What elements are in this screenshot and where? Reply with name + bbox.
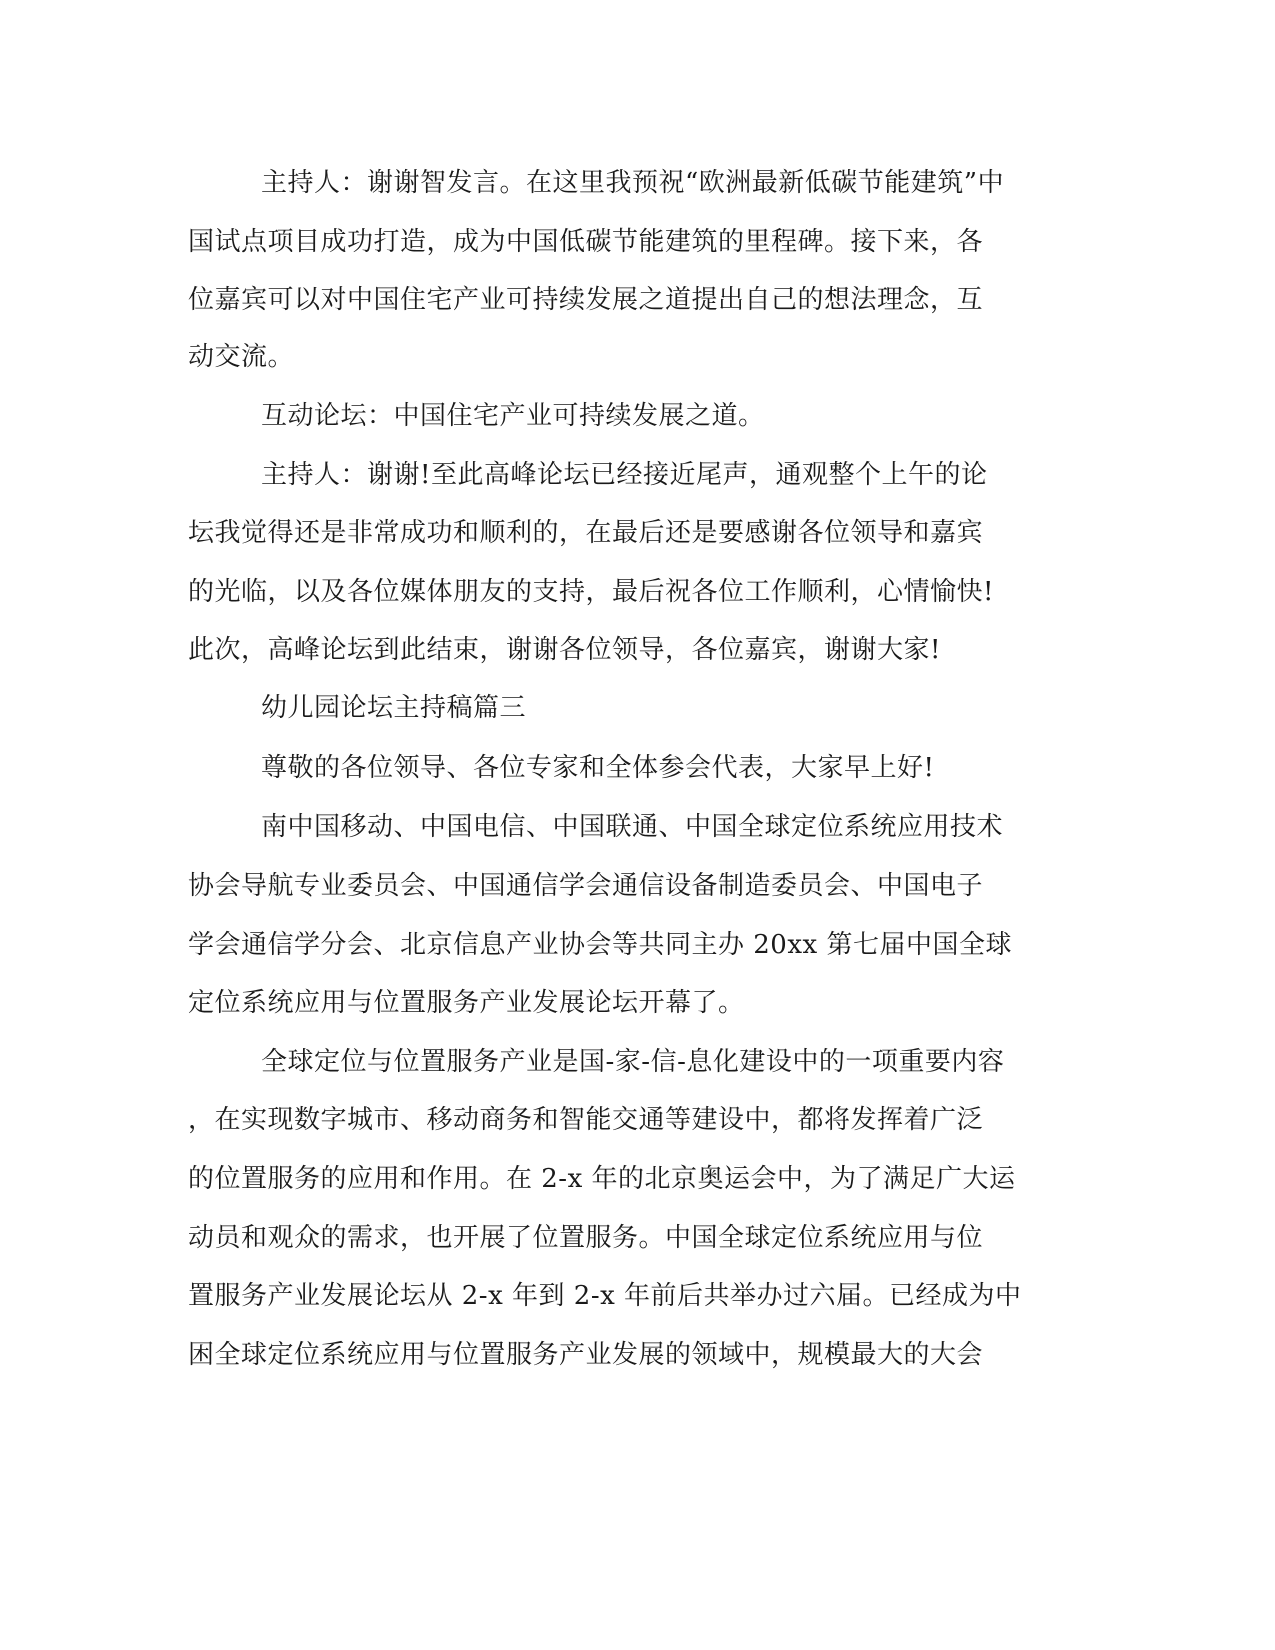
text-line: 定位系统应用与位置服务产业发展论坛开幕了。 bbox=[188, 988, 745, 1018]
text-line: ，在实现数字城市、移动商务和智能交通等建设中，都将发挥着广泛 bbox=[188, 1105, 984, 1135]
text-line: 位嘉宾可以对中国住宅产业可持续发展之道提出自己的想法理念，互 bbox=[188, 285, 984, 315]
text-line: 主持人：谢谢!至此高峰论坛已经接近尾声，通观整个上午的论 bbox=[261, 460, 988, 490]
text-line: 动员和观众的需求，也开展了位置服务。中国全球定位系统应用与位 bbox=[188, 1223, 984, 1253]
text-line: 坛我觉得还是非常成功和顺利的，在最后还是要感谢各位领导和嘉宾 bbox=[188, 518, 984, 548]
text-line: 置服务产业发展论坛从 2-x 年到 2-x 年前后共举办过六届。已经成为中 bbox=[188, 1281, 1022, 1311]
text-line: 学会通信学分会、北京信息产业协会等共同主办 20xx 第七届中国全球 bbox=[188, 930, 1012, 960]
text-line: 动交流。 bbox=[188, 342, 295, 372]
text-line: 的光临，以及各位媒体朋友的支持，最后祝各位工作顺利，心情愉快! bbox=[188, 577, 994, 607]
text-line: 南中国移动、中国电信、中国联通、中国全球定位系统应用技术 bbox=[261, 812, 1004, 842]
text-line: 困全球定位系统应用与位置服务产业发展的领域中，规模最大的大会 bbox=[188, 1340, 984, 1370]
section-heading: 幼儿园论坛主持稿篇三 bbox=[261, 693, 527, 723]
text-line: 尊敬的各位领导、各位专家和全体参会代表，大家早上好! bbox=[261, 753, 935, 783]
text-line: 国试点项目成功打造，成为中国低碳节能建筑的里程碑。接下来，各 bbox=[188, 227, 984, 257]
text-line: 全球定位与位置服务产业是国-家-信-息化建设中的一项重要内容 bbox=[261, 1047, 1005, 1077]
text-line: 主持人：谢谢智发言。在这里我预祝“欧洲最新低碳节能建筑”中 bbox=[261, 168, 1005, 198]
text-line: 互动论坛：中国住宅产业可持续发展之道。 bbox=[261, 401, 765, 431]
text-line: 此次，高峰论坛到此结束，谢谢各位领导，各位嘉宾，谢谢大家! bbox=[188, 635, 941, 665]
text-line: 协会导航专业委员会、中国通信学会通信设备制造委员会、中国电子 bbox=[188, 871, 984, 901]
text-line: 的位置服务的应用和作用。在 2-x 年的北京奥运会中，为了满足广大运 bbox=[188, 1164, 1016, 1194]
